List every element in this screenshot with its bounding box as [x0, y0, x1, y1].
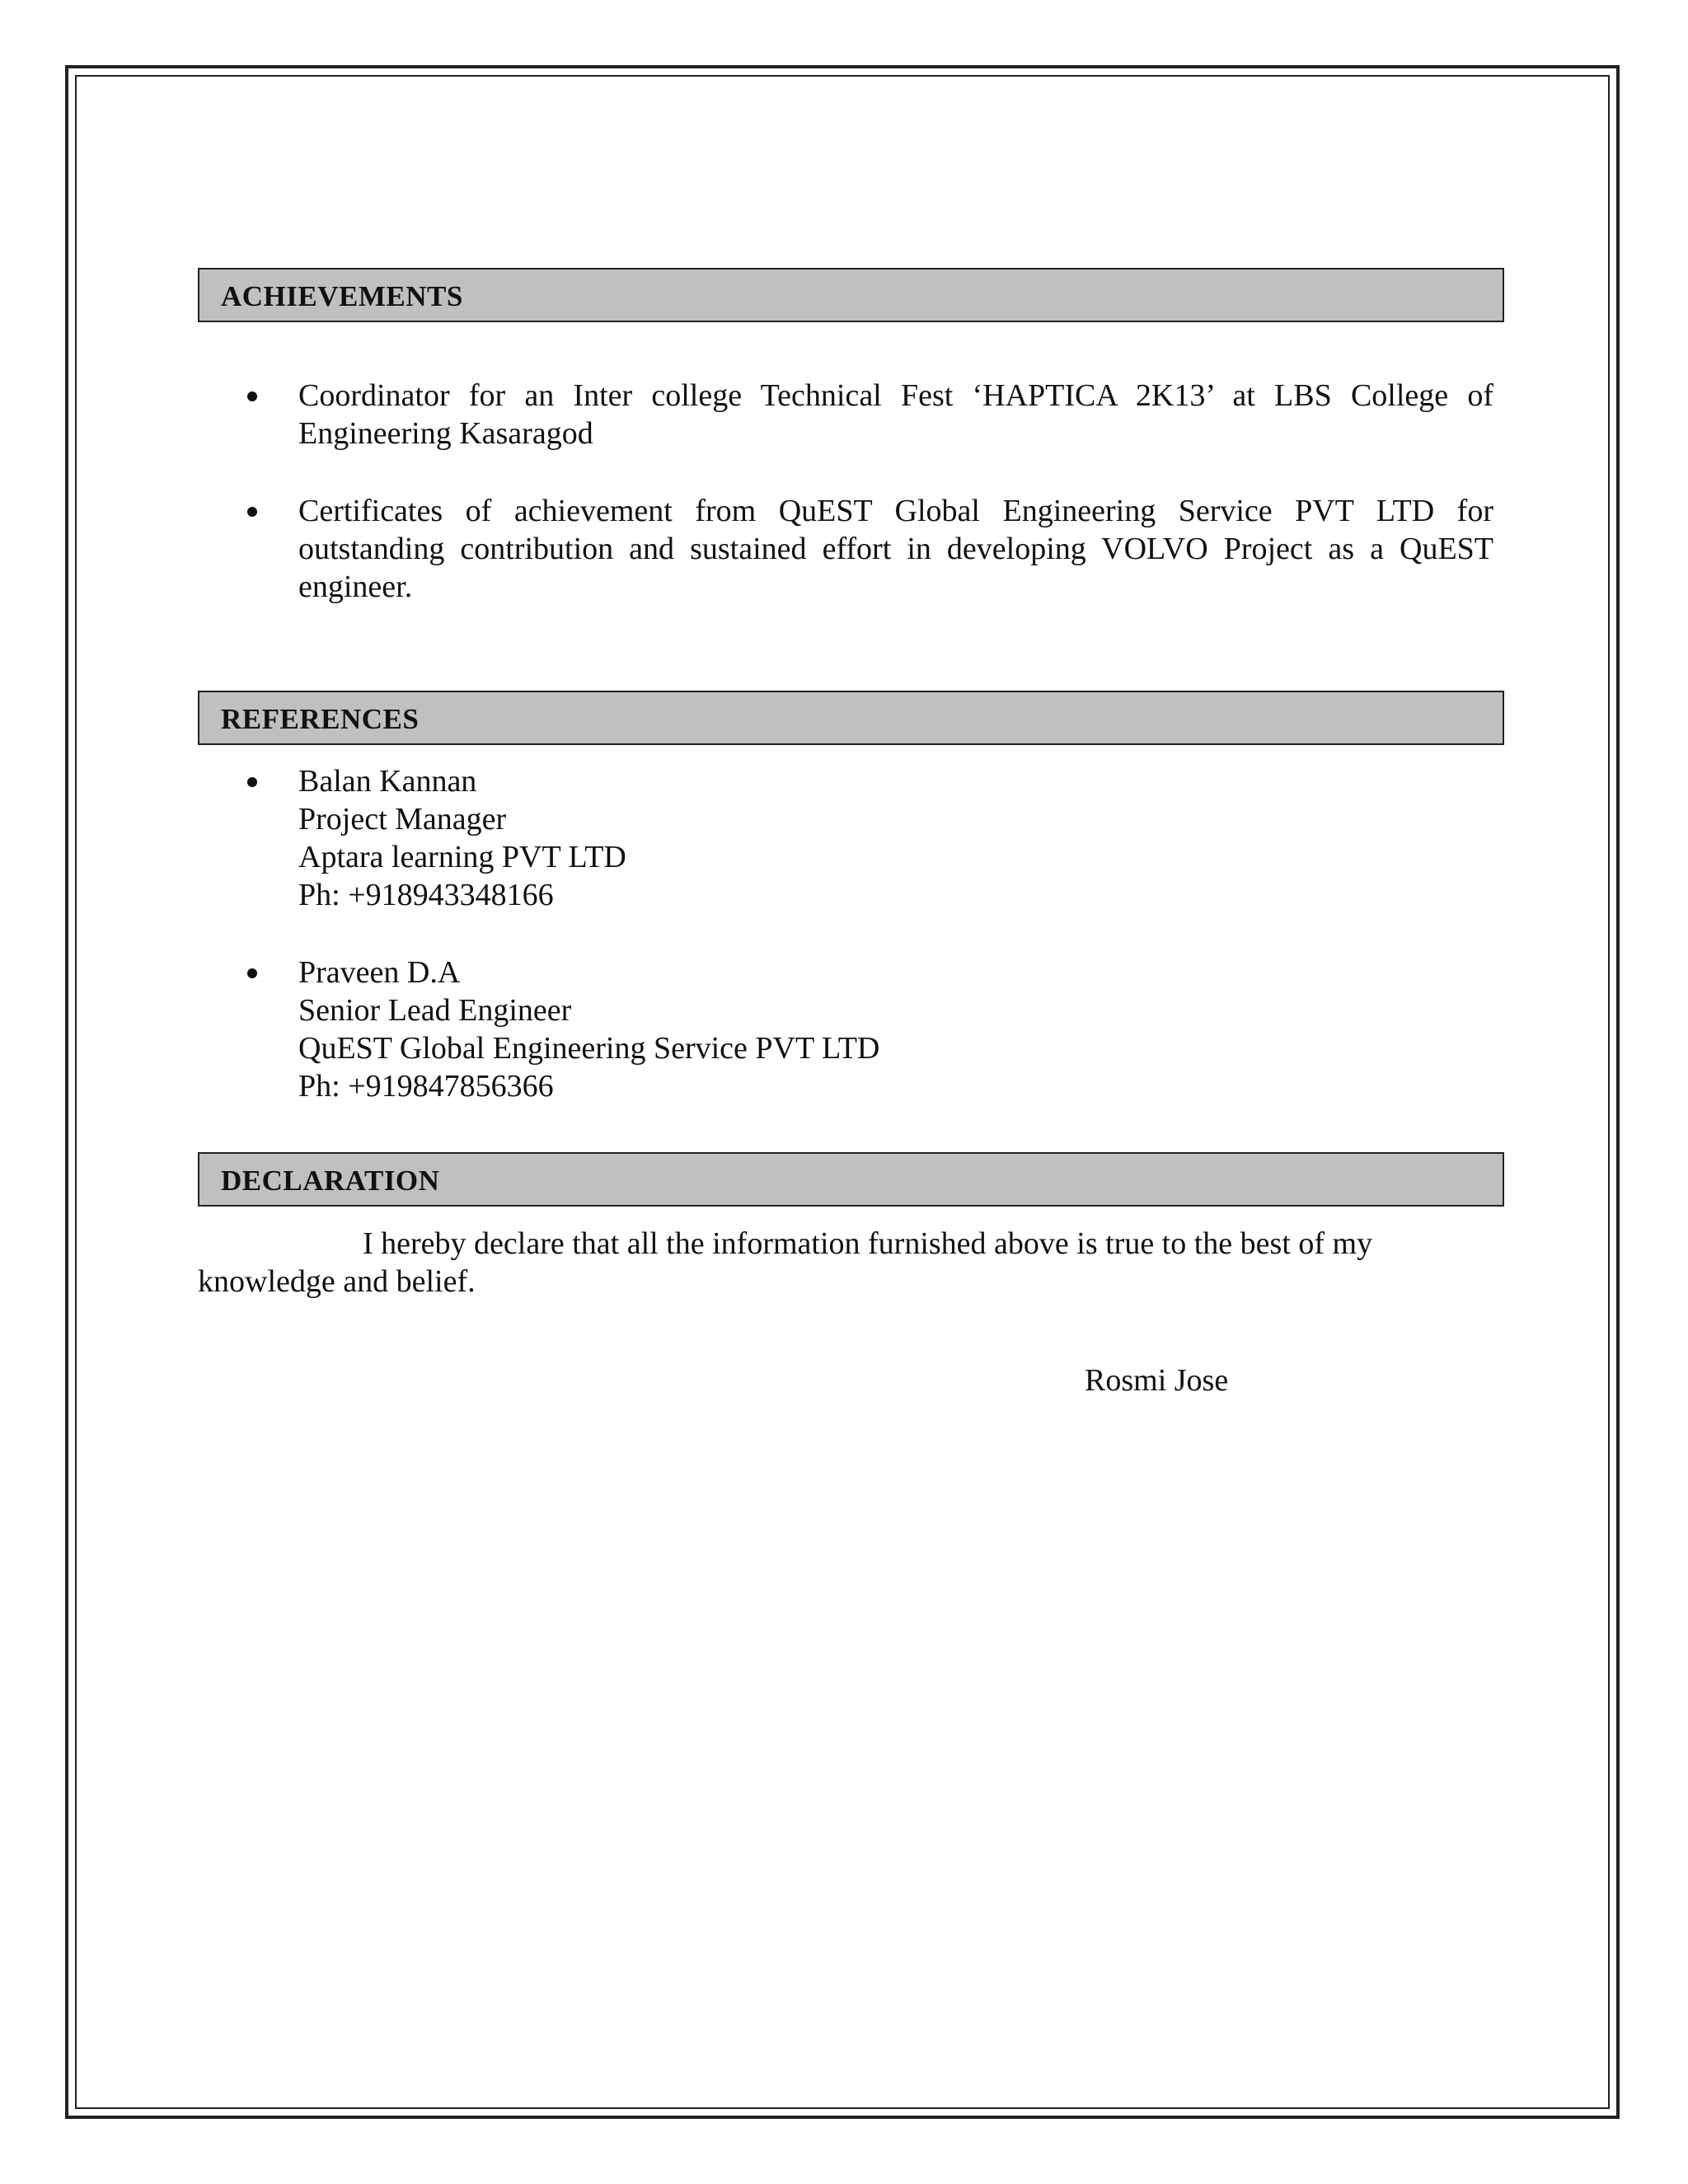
achievement-item — [198, 377, 1493, 452]
bullet-icon — [247, 777, 257, 787]
reference-name: Balan Kannan — [298, 764, 477, 799]
reference-item — [198, 954, 1493, 1105]
bullet-icon — [247, 391, 257, 401]
bullet-icon — [247, 507, 257, 517]
references-header: REFERENCES — [198, 691, 1504, 745]
reference-role: Project Manager — [298, 802, 507, 837]
achievement-text: Certificates of achievement from QuEST Global Engineering Service PVT LTD for outstanding contribution and sustained effort in developing VOLVO Project as a QuEST engineer. — [298, 494, 1493, 604]
achievement-item — [198, 492, 1493, 606]
reference-role: Senior Lead Engineer — [298, 993, 572, 1028]
achievement-text: Coordinator for an Inter college Technical Fest ‘HAPTICA 2K13’ at LBS College of Engineering Kasaragod — [298, 378, 1493, 451]
reference-item — [198, 762, 1493, 914]
declaration-text: I hereby declare that all the information furnished above is true to the best of my knowledge and belief. — [198, 1226, 1373, 1299]
achievements-list — [198, 377, 1493, 606]
reference-company: QuEST Global Engineering Service PVT LTD — [298, 1031, 880, 1066]
declaration-header: DECLARATION — [198, 1152, 1504, 1207]
reference-company: Aptara learning PVT LTD — [298, 840, 626, 874]
reference-name: Praveen D.A — [298, 955, 461, 990]
bullet-icon — [247, 968, 257, 978]
achievements-header: ACHIEVEMENTS — [198, 268, 1504, 322]
signature-name: Rosmi Jose — [1085, 1363, 1229, 1398]
references-list — [198, 762, 1493, 1105]
reference-phone: Ph: +918943348166 — [298, 878, 554, 912]
reference-phone: Ph: +919847856366 — [298, 1069, 554, 1104]
